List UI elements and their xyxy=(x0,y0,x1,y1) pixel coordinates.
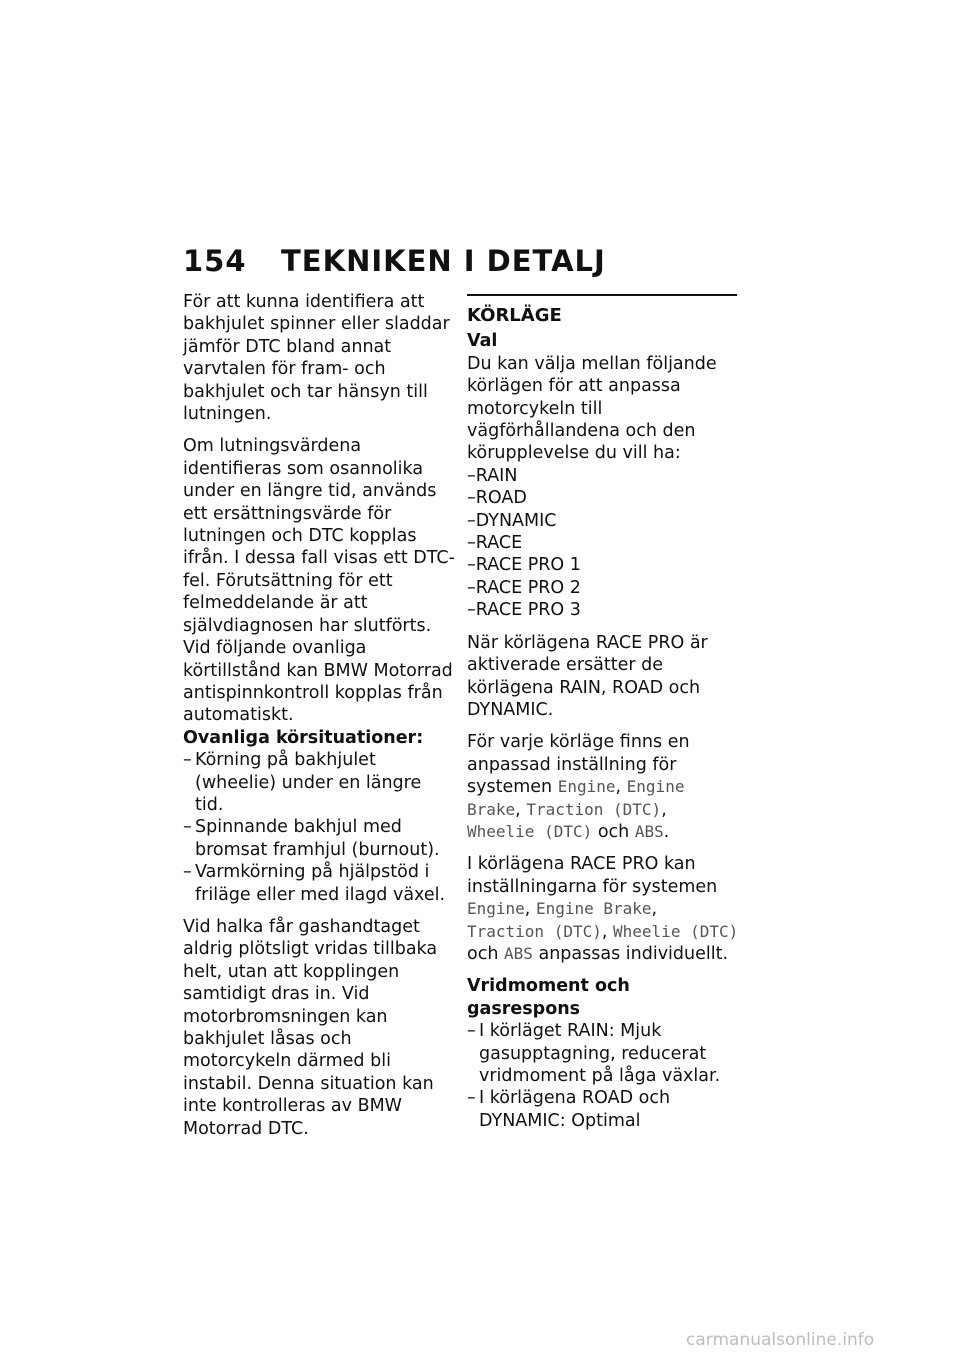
paragraph xyxy=(467,853,739,965)
system-name: ABS xyxy=(504,943,533,963)
subheading: Val xyxy=(467,331,498,352)
section-title: KÖRLÄGE xyxy=(467,305,562,326)
list-item: – I körläget RAIN: Mjuk gasupptagning, reducerat vridmoment på låga växlar. xyxy=(467,1020,739,1087)
system-name: Engine Brake xyxy=(467,777,685,819)
situation-list xyxy=(183,749,455,906)
paragraph: Vid följande ovanliga körtillstånd kan BMW Motorrad antispinnkontroll kopplas från automatiskt. xyxy=(183,638,453,726)
list-item: –ROAD xyxy=(467,488,527,509)
system-name: Engine Brake xyxy=(535,899,652,919)
page-number: 154 xyxy=(183,244,247,278)
list-item: –RACE PRO 2 xyxy=(467,577,581,598)
watermark: carmanualsonline.info xyxy=(686,1330,875,1350)
text: , xyxy=(524,899,531,920)
section-divider xyxy=(467,294,737,296)
text: och xyxy=(467,943,499,964)
text: , xyxy=(661,799,667,820)
system-name: Wheelie (DTC) xyxy=(613,921,739,941)
system-name: Traction (DTC) xyxy=(526,799,662,819)
text: I körlägena RACE PRO kan inställningarna för systemen xyxy=(467,854,718,897)
list-item: – I körlägena ROAD och DYNAMIC: Optimal xyxy=(467,1087,739,1132)
text: . xyxy=(663,821,670,842)
paragraph: Du kan välja mellan följande körlägen för att anpassa motorcykeln till vägförhållandena och den körupplevelse du vill ha: xyxy=(467,353,717,464)
text: , xyxy=(651,899,658,920)
text: , xyxy=(515,799,521,820)
paragraph xyxy=(467,731,739,843)
text: , xyxy=(615,777,622,798)
list-item: –RACE PRO 1 xyxy=(467,555,581,576)
paragraph: Om lutningsvärdena identifieras som osannolika under en längre tid, används ett ersättningsvärde för lutningen och DTC kopplas ifrån. I dessa fall visas ett DTC-fel. Förutsättning för ett felmeddelande är att självdiagnosen har slutförts. xyxy=(183,436,455,636)
list-item: – Spinnande bakhjul med bromsat framhjul (burnout). xyxy=(183,816,455,861)
list-item: – Varmkörning på hjälpstöd i friläge eller med ilagd växel. xyxy=(183,861,455,906)
chapter-title: TEKNIKEN I DETALJ xyxy=(281,244,606,278)
system-name: ABS xyxy=(634,821,664,841)
system-name: Wheelie (DTC) xyxy=(467,821,593,841)
list-item: –RAIN xyxy=(467,465,518,486)
list-item: – Körning på bakhjulet (wheelie) under en längre tid. xyxy=(183,749,455,816)
system-name: Engine xyxy=(467,899,525,919)
text: anpassas individuellt. xyxy=(538,943,729,964)
paragraph: För att kunna identifiera att bakhjulet spinner eller sladdar jämför DTC bland annat varvtalen för fram- och bakhjulet och tar hänsyn till lutningen. xyxy=(183,292,450,425)
torque-list xyxy=(467,1020,739,1132)
text: , xyxy=(601,921,608,942)
right-column xyxy=(467,291,739,1142)
mode-list xyxy=(467,465,739,622)
system-name: Traction (DTC) xyxy=(467,921,602,941)
subheading: Ovanliga körsituationer: xyxy=(183,727,424,748)
list-item: –DYNAMIC xyxy=(467,510,557,531)
paragraph: När körlägena RACE PRO är aktiverade ersätter de körlägena RAIN, ROAD och DYNAMIC. xyxy=(467,632,708,720)
text: och xyxy=(597,821,630,842)
page-header xyxy=(183,244,606,278)
system-name: Engine xyxy=(557,777,616,797)
list-item: –RACE xyxy=(467,533,523,554)
paragraph: Vid halka får gashandtaget aldrig plötsligt vridas tillbaka helt, utan att kopplingen samtidigt dras in. Vid motorbromsningen kan bakhjulet låsas och motorcykeln därmed bli instabil. Denna situation kan inte kontrolleras av BMW Motorrad DTC. xyxy=(183,916,438,1139)
list-item: –RACE PRO 3 xyxy=(467,600,581,621)
left-column xyxy=(183,291,455,1150)
text: För varje körläge finns en anpassad inställning för systemen xyxy=(467,732,690,798)
subheading: Vridmoment och gasrespons xyxy=(467,976,630,1019)
